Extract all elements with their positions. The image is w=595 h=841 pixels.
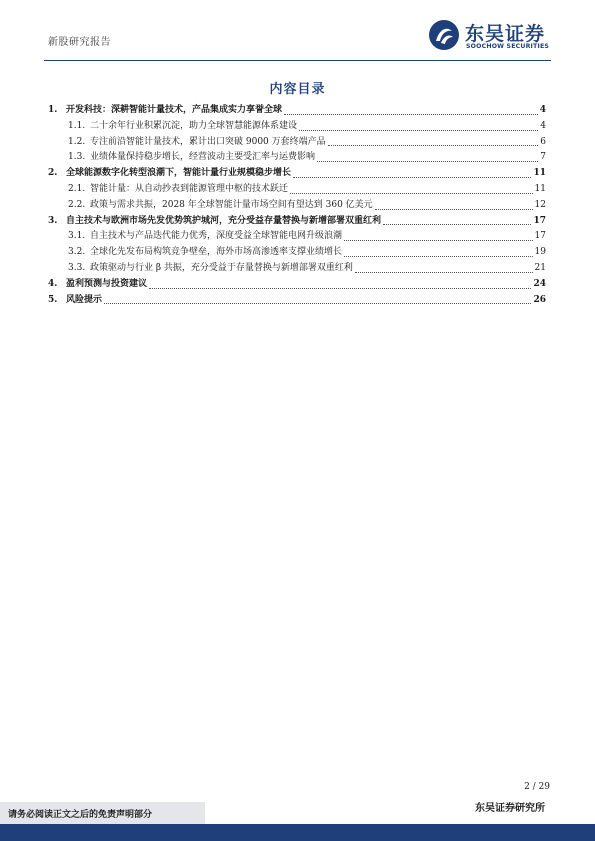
toc-entry-title: 盈利预测与投资建议 bbox=[66, 278, 148, 289]
toc-entry-title: 风险提示 bbox=[66, 294, 103, 305]
toc-entry-section[interactable] bbox=[48, 277, 546, 293]
toc-entry-title: 业绩体量保持稳步增长，经营波动主要受汇率与运费影响 bbox=[90, 152, 316, 163]
footer-color-band bbox=[0, 824, 595, 841]
toc-entry-number: 5. bbox=[48, 294, 58, 305]
toc-entry-number: 1.1. bbox=[68, 120, 86, 131]
toc-entry-title: 全球能源数字化转型浪潮下，智能计量行业规模稳步增长 bbox=[66, 168, 292, 179]
toc-entry-page: 17 bbox=[533, 215, 546, 226]
toc-entry-title: 自主技术与产品迭代能力优秀，深度受益全球智能电网升级浪潮 bbox=[90, 231, 343, 242]
toc-entry-subsection[interactable] bbox=[48, 245, 546, 261]
toc-entry-page: 24 bbox=[533, 278, 546, 289]
toc-entry-page: 11 bbox=[533, 168, 546, 179]
toc-entry-section[interactable] bbox=[48, 166, 546, 182]
toc-dot-leader bbox=[344, 255, 533, 257]
toc-entry-page: 17 bbox=[534, 231, 546, 242]
toc-entry-number: 4. bbox=[48, 278, 58, 289]
soochow-logo-icon bbox=[428, 19, 460, 51]
toc-dot-leader bbox=[355, 271, 533, 273]
toc-entry-section[interactable] bbox=[48, 103, 546, 119]
table-of-contents bbox=[48, 103, 546, 308]
toc-dot-leader bbox=[375, 208, 533, 210]
toc-entry-page: 6 bbox=[540, 136, 546, 147]
toc-entry-subsection[interactable] bbox=[48, 182, 546, 198]
logo-name-en: SOOCHOW SECURITIES bbox=[466, 43, 550, 50]
toc-dot-leader bbox=[284, 113, 538, 115]
toc-entry-number: 3.1. bbox=[68, 231, 86, 242]
toc-entry-subsection[interactable] bbox=[48, 135, 546, 151]
toc-entry-section[interactable] bbox=[48, 293, 546, 309]
toc-entry-number: 2.1. bbox=[68, 183, 86, 194]
header-divider bbox=[44, 60, 551, 61]
toc-entry-page: 7 bbox=[540, 152, 546, 163]
toc-entry-page: 4 bbox=[540, 120, 546, 131]
toc-entry-title: 开发科技：深耕智能计量技术，产品集成实力享誉全球 bbox=[66, 105, 283, 115]
toc-entry-number: 2. bbox=[48, 168, 58, 179]
research-institute-name: 东吴证券研究所 bbox=[475, 803, 545, 814]
toc-entry-number: 1.3. bbox=[68, 152, 86, 163]
toc-entry-page: 4 bbox=[539, 105, 546, 115]
toc-entry-subsection[interactable] bbox=[48, 261, 546, 277]
toc-entry-page: 21 bbox=[534, 262, 546, 273]
toc-entry-page: 19 bbox=[534, 247, 546, 258]
toc-dot-leader bbox=[328, 144, 539, 146]
toc-title: 内容目录 bbox=[269, 82, 326, 97]
toc-dot-leader bbox=[344, 239, 533, 241]
toc-dot-leader bbox=[293, 176, 531, 178]
toc-entry-title: 自主技术与欧洲市场先发优势筑护城河，充分受益存量替换与新增部署双重红利 bbox=[66, 215, 382, 226]
toc-dot-leader bbox=[299, 129, 538, 131]
toc-entry-page: 11 bbox=[534, 183, 546, 194]
toc-dot-leader bbox=[149, 287, 531, 289]
toc-entry-title: 智能计量：从自动抄表到能源管理中枢的技术跃迁 bbox=[90, 183, 289, 194]
toc-entry-title: 政策与需求共振，2028 年全球智能计量市场空间有望达到 360 亿美元 bbox=[90, 199, 373, 210]
toc-dot-leader bbox=[290, 192, 533, 194]
toc-entry-title: 二十余年行业积累沉淀，助力全球智慧能源体系建设 bbox=[90, 120, 298, 131]
toc-entry-title: 专注前沿智能计量技术，累计出口突破 9000 万套终端产品 bbox=[90, 136, 326, 147]
disclaimer-text: 请务必阅读正文之后的免责声明部分 bbox=[8, 810, 153, 820]
toc-entry-number: 1. bbox=[48, 105, 58, 115]
report-type-label: 新股研究报告 bbox=[48, 37, 111, 48]
page-number: 2 / 29 bbox=[524, 782, 550, 792]
toc-entry-subsection[interactable] bbox=[48, 119, 546, 135]
toc-entry-number: 3. bbox=[48, 215, 58, 226]
toc-entry-number: 3.2. bbox=[68, 247, 86, 258]
company-logo bbox=[428, 19, 558, 53]
toc-dot-leader bbox=[317, 160, 538, 162]
toc-entry-subsection[interactable] bbox=[48, 150, 546, 166]
toc-entry-subsection[interactable] bbox=[48, 198, 546, 214]
toc-entry-number: 1.2. bbox=[68, 136, 86, 147]
toc-entry-title: 全球化先发布局构筑竞争壁垒，海外市场高渗透率支撑业绩增长 bbox=[90, 247, 343, 258]
toc-entry-title: 政策驱动与行业 β 共振，充分受益于存量替换与新增部署双重红利 bbox=[90, 262, 353, 273]
toc-entry-page: 26 bbox=[533, 294, 546, 305]
toc-dot-leader bbox=[383, 223, 531, 225]
toc-entry-page: 12 bbox=[534, 199, 546, 210]
toc-entry-number: 2.2. bbox=[68, 199, 86, 210]
toc-entry-section[interactable] bbox=[48, 214, 546, 230]
logo-name-cn: 东吴证券 bbox=[465, 23, 546, 45]
toc-entry-number: 3.3. bbox=[68, 262, 86, 273]
toc-dot-leader bbox=[104, 302, 531, 304]
toc-entry-subsection[interactable] bbox=[48, 229, 546, 245]
